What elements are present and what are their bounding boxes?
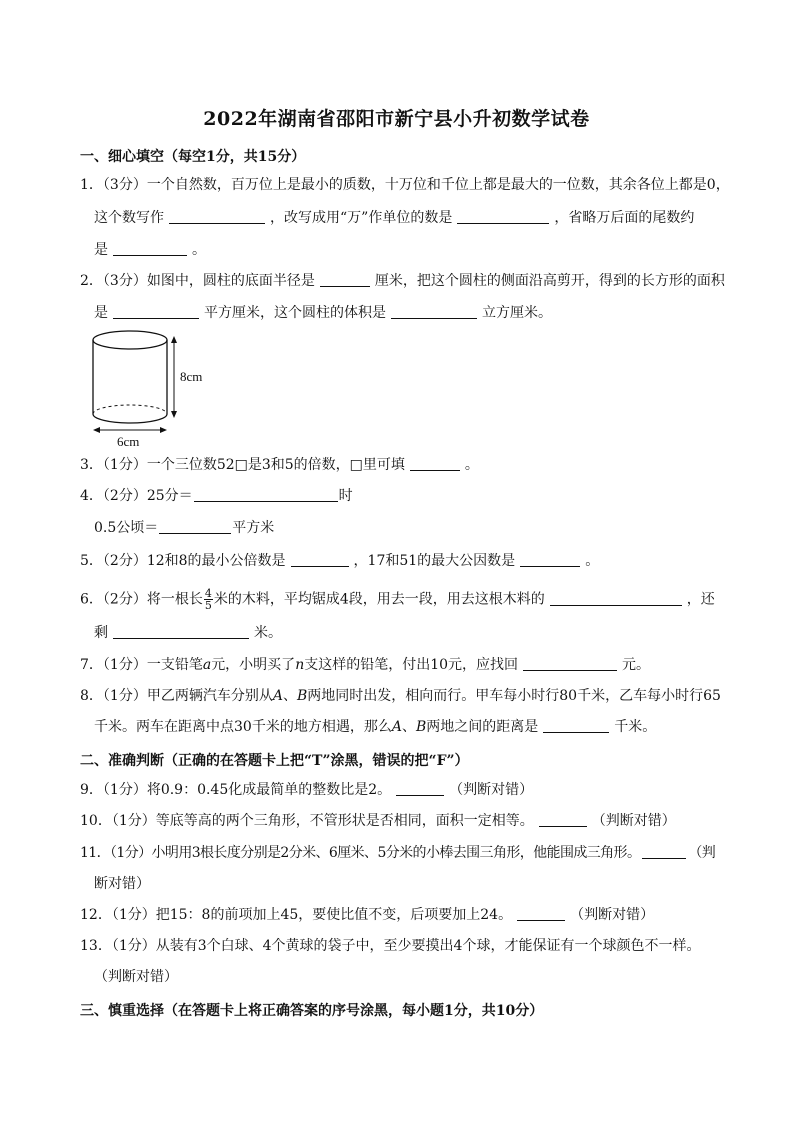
page-title: 2022年湖南省邵阳市新宁县小升初数学试卷	[203, 108, 590, 130]
section-2-heading: 二、准确判断（正确的在答题卡上把“T”涂黑，错误的把“F”）	[80, 753, 469, 769]
q11-line-1	[80, 844, 715, 862]
q5-text: 。	[585, 553, 600, 569]
cylinder-bottom-front	[93, 414, 167, 423]
q12-text: 12．（1分）把15：8的前项加上45，要使比值不变，后项要加上24。	[80, 907, 513, 923]
q11-line-2: 断对错）	[94, 876, 150, 892]
q2-text: 平方厘米，这个圆柱的体积是	[204, 305, 386, 321]
q13-line-1: 13．（1分）从装有3个白球、4个黄球的袋子中，至少要摸出4个球，才能保证有一个球颜色不一样。	[80, 938, 701, 954]
q5-text: 5．（2分）12和8的最小公倍数是	[80, 553, 286, 569]
q5-line	[80, 552, 599, 570]
cylinder-top-ellipse	[93, 331, 167, 349]
q8-blank[interactable]	[543, 718, 609, 733]
height-arrow-up	[171, 336, 177, 343]
q8-text: 千米。	[614, 719, 657, 735]
q9-text: 9．（1分）将0.9：0.45化成最简单的整数比是2。	[80, 782, 392, 798]
q2-line-1	[80, 272, 725, 290]
q2-text: 是	[94, 305, 108, 321]
q1-text: ，改写成用“万”作单位的数是	[270, 210, 453, 226]
q1-line-3	[94, 241, 206, 259]
q8-line-1	[80, 687, 721, 705]
q6-blank-1[interactable]	[550, 591, 682, 606]
q7-text: 元，小明买了	[211, 657, 296, 673]
q9-text: （判断对错）	[449, 782, 534, 798]
q7-var-n: n	[295, 657, 305, 673]
q12-text: （判断对错）	[570, 907, 655, 923]
q7-var-a: a	[202, 657, 212, 673]
q3-line	[80, 456, 479, 474]
fraction-denominator: 5	[204, 599, 212, 612]
q8-line-2	[94, 718, 656, 736]
q4-blank-1[interactable]	[194, 487, 338, 502]
q3-text: 3．（1分）一个三位数52□是3和5的倍数，□里可填	[80, 457, 405, 473]
width-arrow-right	[160, 427, 167, 433]
q1-line-1: 1．（3分）一个自然数，百万位上是最小的质数，十万位和千位上都是最大的一位数，其余各位上都是0，	[80, 177, 730, 193]
q13-text: （判断对错）	[94, 969, 178, 985]
q1-blank-2[interactable]	[457, 209, 549, 224]
q4-line-2	[94, 519, 274, 537]
q3-text: 。	[464, 457, 479, 473]
q6-text: ，还	[686, 591, 715, 608]
width-arrow-left	[93, 427, 100, 433]
q1-text: 这个数写作	[94, 210, 164, 226]
section-3-heading: 三、慎重选择（在答题卡上将正确答案的序号涂黑，每小题1分，共10分）	[80, 1003, 544, 1019]
q4-line-1	[80, 487, 353, 505]
q9-line	[80, 781, 533, 799]
q6-text: 6．（2分）将一根长	[80, 591, 203, 608]
fraction-numerator: 4	[204, 587, 212, 600]
q2-blank-2[interactable]	[113, 304, 199, 319]
q4-text: 0.5公顷＝	[94, 520, 159, 536]
q7-text: 元。	[622, 657, 651, 673]
q6-text: 米。	[254, 625, 282, 641]
q11-text: 11．（1分）小明用3根长度分别是2分米、6厘米、5分米的小棒去围三角形，他能围成三角形。	[80, 845, 641, 861]
q8-text: 千米。两车在距离中点30千米的地方相遇，那么	[94, 719, 392, 735]
q10-text: （判断对错）	[591, 813, 676, 829]
section-1-heading: 一、细心填空（每空1分，共15分）	[80, 149, 306, 165]
q8-var-B: B	[415, 719, 427, 735]
height-arrow-down	[171, 411, 177, 418]
cylinder-bottom-back	[93, 405, 167, 414]
q11-blank[interactable]	[642, 844, 686, 859]
q2-text: 立方厘米。	[482, 305, 552, 321]
q2-text: 2．（3分）如图中，圆柱的底面半径是	[80, 273, 315, 289]
q13-line-2	[94, 968, 178, 986]
q5-blank-2[interactable]	[520, 552, 580, 567]
q8-sep: 、	[282, 688, 297, 704]
q10-line	[80, 812, 676, 830]
q1-text: 。	[192, 242, 206, 258]
q6-fraction	[204, 588, 213, 611]
q2-blank-1[interactable]	[320, 272, 370, 287]
q8-text: 两地同时出发，相向而行。甲车每小时行80千米，乙车每小时行65	[307, 688, 721, 704]
q4-text: 时	[338, 488, 353, 504]
q12-blank[interactable]	[517, 906, 565, 921]
q8-text: 8．（1分）甲乙两辆汽车分别从	[80, 688, 273, 704]
q2-blank-3[interactable]	[391, 304, 477, 319]
q1-blank-1[interactable]	[169, 209, 265, 224]
q8-var-A: A	[272, 688, 283, 704]
q7-text: 7．（1分）一支铅笔	[80, 657, 203, 673]
q6-text: 米的木料，平均锯成4段，用去一段，用去这根木料的	[213, 591, 545, 608]
q8-var-A: A	[391, 719, 402, 735]
q8-sep: 、	[401, 719, 416, 735]
q7-blank[interactable]	[523, 656, 617, 671]
q12-line	[80, 906, 654, 924]
cylinder-figure	[84, 326, 224, 450]
q9-blank[interactable]	[396, 781, 444, 796]
q7-line	[80, 656, 650, 674]
q4-text: 平方米	[232, 520, 275, 536]
height-label: 8cm	[180, 369, 203, 384]
q6-line-2	[94, 624, 282, 642]
q1-blank-3[interactable]	[113, 241, 187, 256]
width-label: 6cm	[117, 434, 140, 449]
q8-var-B: B	[296, 688, 308, 704]
q6-text: 剩	[94, 625, 108, 641]
q4-text: 4．（2分）25分＝	[80, 488, 193, 504]
q2-line-2	[94, 304, 552, 322]
q5-text: ，17和51的最大公因数是	[353, 553, 516, 569]
q2-text: 厘米，把这个圆柱的侧面沿高剪开，得到的长方形的面积	[374, 273, 725, 289]
q1-line-2	[94, 209, 694, 227]
q3-blank[interactable]	[410, 456, 460, 471]
q6-blank-2[interactable]	[113, 624, 249, 639]
q7-text: 支这样的铅笔，付出10元，应找回	[304, 657, 519, 673]
q6-line-1	[80, 588, 715, 611]
q10-text: 10．（1分）等底等高的两个三角形，不管形状是否相同，面积一定相等。	[80, 813, 534, 829]
q10-blank[interactable]	[539, 812, 587, 827]
q1-text: ，省略万后面的尾数约	[554, 210, 695, 226]
q4-blank-2[interactable]	[159, 519, 231, 534]
q11-text: （判	[688, 845, 716, 861]
q8-text: 两地之间的距离是	[426, 719, 539, 735]
q1-text: 是	[94, 242, 108, 258]
q5-blank-1[interactable]	[291, 552, 349, 567]
